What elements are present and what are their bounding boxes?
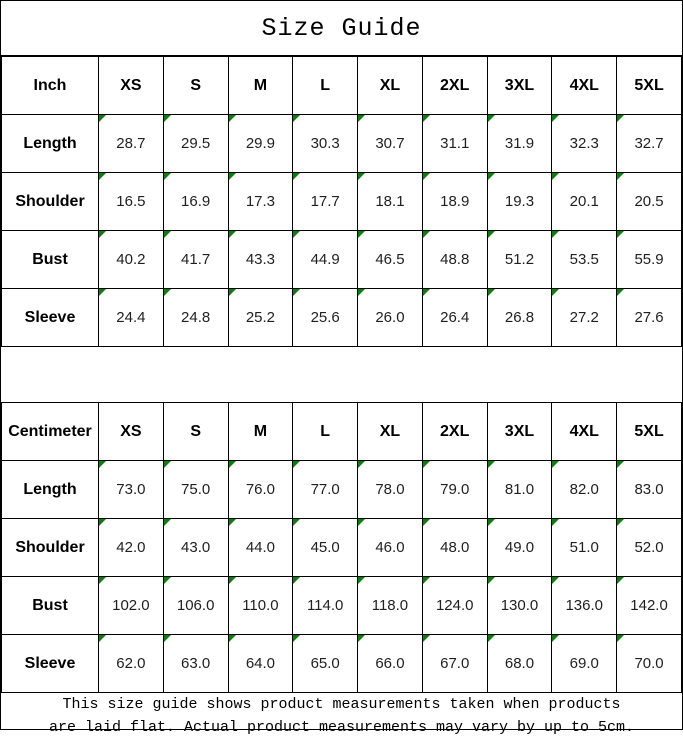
value-cell: 19.3 [487, 173, 552, 231]
value-cell: 44.0 [228, 519, 293, 577]
value-cell: 102.0 [99, 577, 164, 635]
value-cell: 26.8 [487, 289, 552, 347]
value-cell: 136.0 [552, 577, 617, 635]
value-cell: 16.5 [99, 173, 164, 231]
value-cell: 76.0 [228, 461, 293, 519]
value-cell: 69.0 [552, 635, 617, 693]
value-cell: 63.0 [163, 635, 228, 693]
size-header-cell: 5XL [617, 57, 682, 115]
value-cell: 130.0 [487, 577, 552, 635]
value-cell: 65.0 [293, 635, 358, 693]
value-cell: 30.3 [293, 115, 358, 173]
value-cell: 81.0 [487, 461, 552, 519]
value-cell: 110.0 [228, 577, 293, 635]
value-cell: 83.0 [617, 461, 682, 519]
spacer-row [1, 347, 682, 402]
value-cell: 26.4 [422, 289, 487, 347]
size-header-cell: 4XL [552, 57, 617, 115]
unit-header-cell: Centimeter [2, 403, 99, 461]
value-cell: 79.0 [422, 461, 487, 519]
size-header-cell: M [228, 57, 293, 115]
measurement-row [2, 289, 682, 347]
page-title: Size Guide [261, 13, 422, 43]
size-header-cell: L [293, 403, 358, 461]
value-cell: 45.0 [293, 519, 358, 577]
size-header-cell: 4XL [552, 403, 617, 461]
value-cell: 41.7 [163, 231, 228, 289]
row-label-cell: Sleeve [2, 289, 99, 347]
value-cell: 31.1 [422, 115, 487, 173]
value-cell: 18.9 [422, 173, 487, 231]
size-header-cell: M [228, 403, 293, 461]
value-cell: 17.3 [228, 173, 293, 231]
value-cell: 52.0 [617, 519, 682, 577]
size-header-cell: 2XL [422, 57, 487, 115]
size-header-cell: XL [358, 57, 423, 115]
row-label-cell: Bust [2, 231, 99, 289]
row-label-cell: Length [2, 461, 99, 519]
value-cell: 114.0 [293, 577, 358, 635]
value-cell: 20.1 [552, 173, 617, 231]
size-header-cell: XS [99, 57, 164, 115]
measurement-row [2, 115, 682, 173]
value-cell: 43.3 [228, 231, 293, 289]
row-label-cell: Shoulder [2, 519, 99, 577]
size-header-cell: XS [99, 403, 164, 461]
value-cell: 46.0 [358, 519, 423, 577]
value-cell: 25.6 [293, 289, 358, 347]
value-cell: 29.5 [163, 115, 228, 173]
value-cell: 32.7 [617, 115, 682, 173]
size-header-cell: XL [358, 403, 423, 461]
centimeter-table [1, 402, 682, 693]
value-cell: 43.0 [163, 519, 228, 577]
value-cell: 44.9 [293, 231, 358, 289]
size-header-cell: S [163, 57, 228, 115]
value-cell: 27.2 [552, 289, 617, 347]
row-label-cell: Shoulder [2, 173, 99, 231]
measurement-row [2, 577, 682, 635]
size-header-cell: L [293, 57, 358, 115]
value-cell: 62.0 [99, 635, 164, 693]
value-cell: 40.2 [99, 231, 164, 289]
value-cell: 64.0 [228, 635, 293, 693]
value-cell: 16.9 [163, 173, 228, 231]
measurement-row [2, 519, 682, 577]
size-header-cell: S [163, 403, 228, 461]
value-cell: 51.2 [487, 231, 552, 289]
value-cell: 142.0 [617, 577, 682, 635]
value-cell: 67.0 [422, 635, 487, 693]
value-cell: 48.0 [422, 519, 487, 577]
value-cell: 32.3 [552, 115, 617, 173]
value-cell: 30.7 [358, 115, 423, 173]
value-cell: 42.0 [99, 519, 164, 577]
value-cell: 106.0 [163, 577, 228, 635]
row-label-cell: Sleeve [2, 635, 99, 693]
measurement-row [2, 231, 682, 289]
value-cell: 77.0 [293, 461, 358, 519]
footer-line-1: This size guide shows product measurements taken when products [62, 696, 621, 713]
value-cell: 28.7 [99, 115, 164, 173]
value-cell: 78.0 [358, 461, 423, 519]
value-cell: 124.0 [422, 577, 487, 635]
size-header-cell: 3XL [487, 57, 552, 115]
measurement-row [2, 461, 682, 519]
value-cell: 66.0 [358, 635, 423, 693]
value-cell: 17.7 [293, 173, 358, 231]
value-cell: 73.0 [99, 461, 164, 519]
value-cell: 118.0 [358, 577, 423, 635]
value-cell: 68.0 [487, 635, 552, 693]
measurement-row [2, 635, 682, 693]
value-cell: 27.6 [617, 289, 682, 347]
value-cell: 55.9 [617, 231, 682, 289]
header-row [2, 57, 682, 115]
size-guide-title [1, 1, 682, 56]
value-cell: 24.8 [163, 289, 228, 347]
value-cell: 82.0 [552, 461, 617, 519]
row-label-cell: Bust [2, 577, 99, 635]
footer-line-2: are laid flat. Actual product measurements may vary by up to 5cm. [48, 719, 635, 737]
header-row [2, 403, 682, 461]
value-cell: 46.5 [358, 231, 423, 289]
size-header-cell: 2XL [422, 403, 487, 461]
value-cell: 20.5 [617, 173, 682, 231]
value-cell: 25.2 [228, 289, 293, 347]
inch-table [1, 56, 682, 347]
value-cell: 70.0 [617, 635, 682, 693]
value-cell: 24.4 [99, 289, 164, 347]
row-label-cell: Length [2, 115, 99, 173]
value-cell: 48.8 [422, 231, 487, 289]
size-header-cell: 5XL [617, 403, 682, 461]
measurement-row [2, 173, 682, 231]
unit-header-cell: Inch [2, 57, 99, 115]
footer-note [1, 693, 682, 740]
value-cell: 75.0 [163, 461, 228, 519]
value-cell: 29.9 [228, 115, 293, 173]
value-cell: 49.0 [487, 519, 552, 577]
value-cell: 26.0 [358, 289, 423, 347]
value-cell: 53.5 [552, 231, 617, 289]
value-cell: 51.0 [552, 519, 617, 577]
value-cell: 18.1 [358, 173, 423, 231]
size-header-cell: 3XL [487, 403, 552, 461]
value-cell: 31.9 [487, 115, 552, 173]
